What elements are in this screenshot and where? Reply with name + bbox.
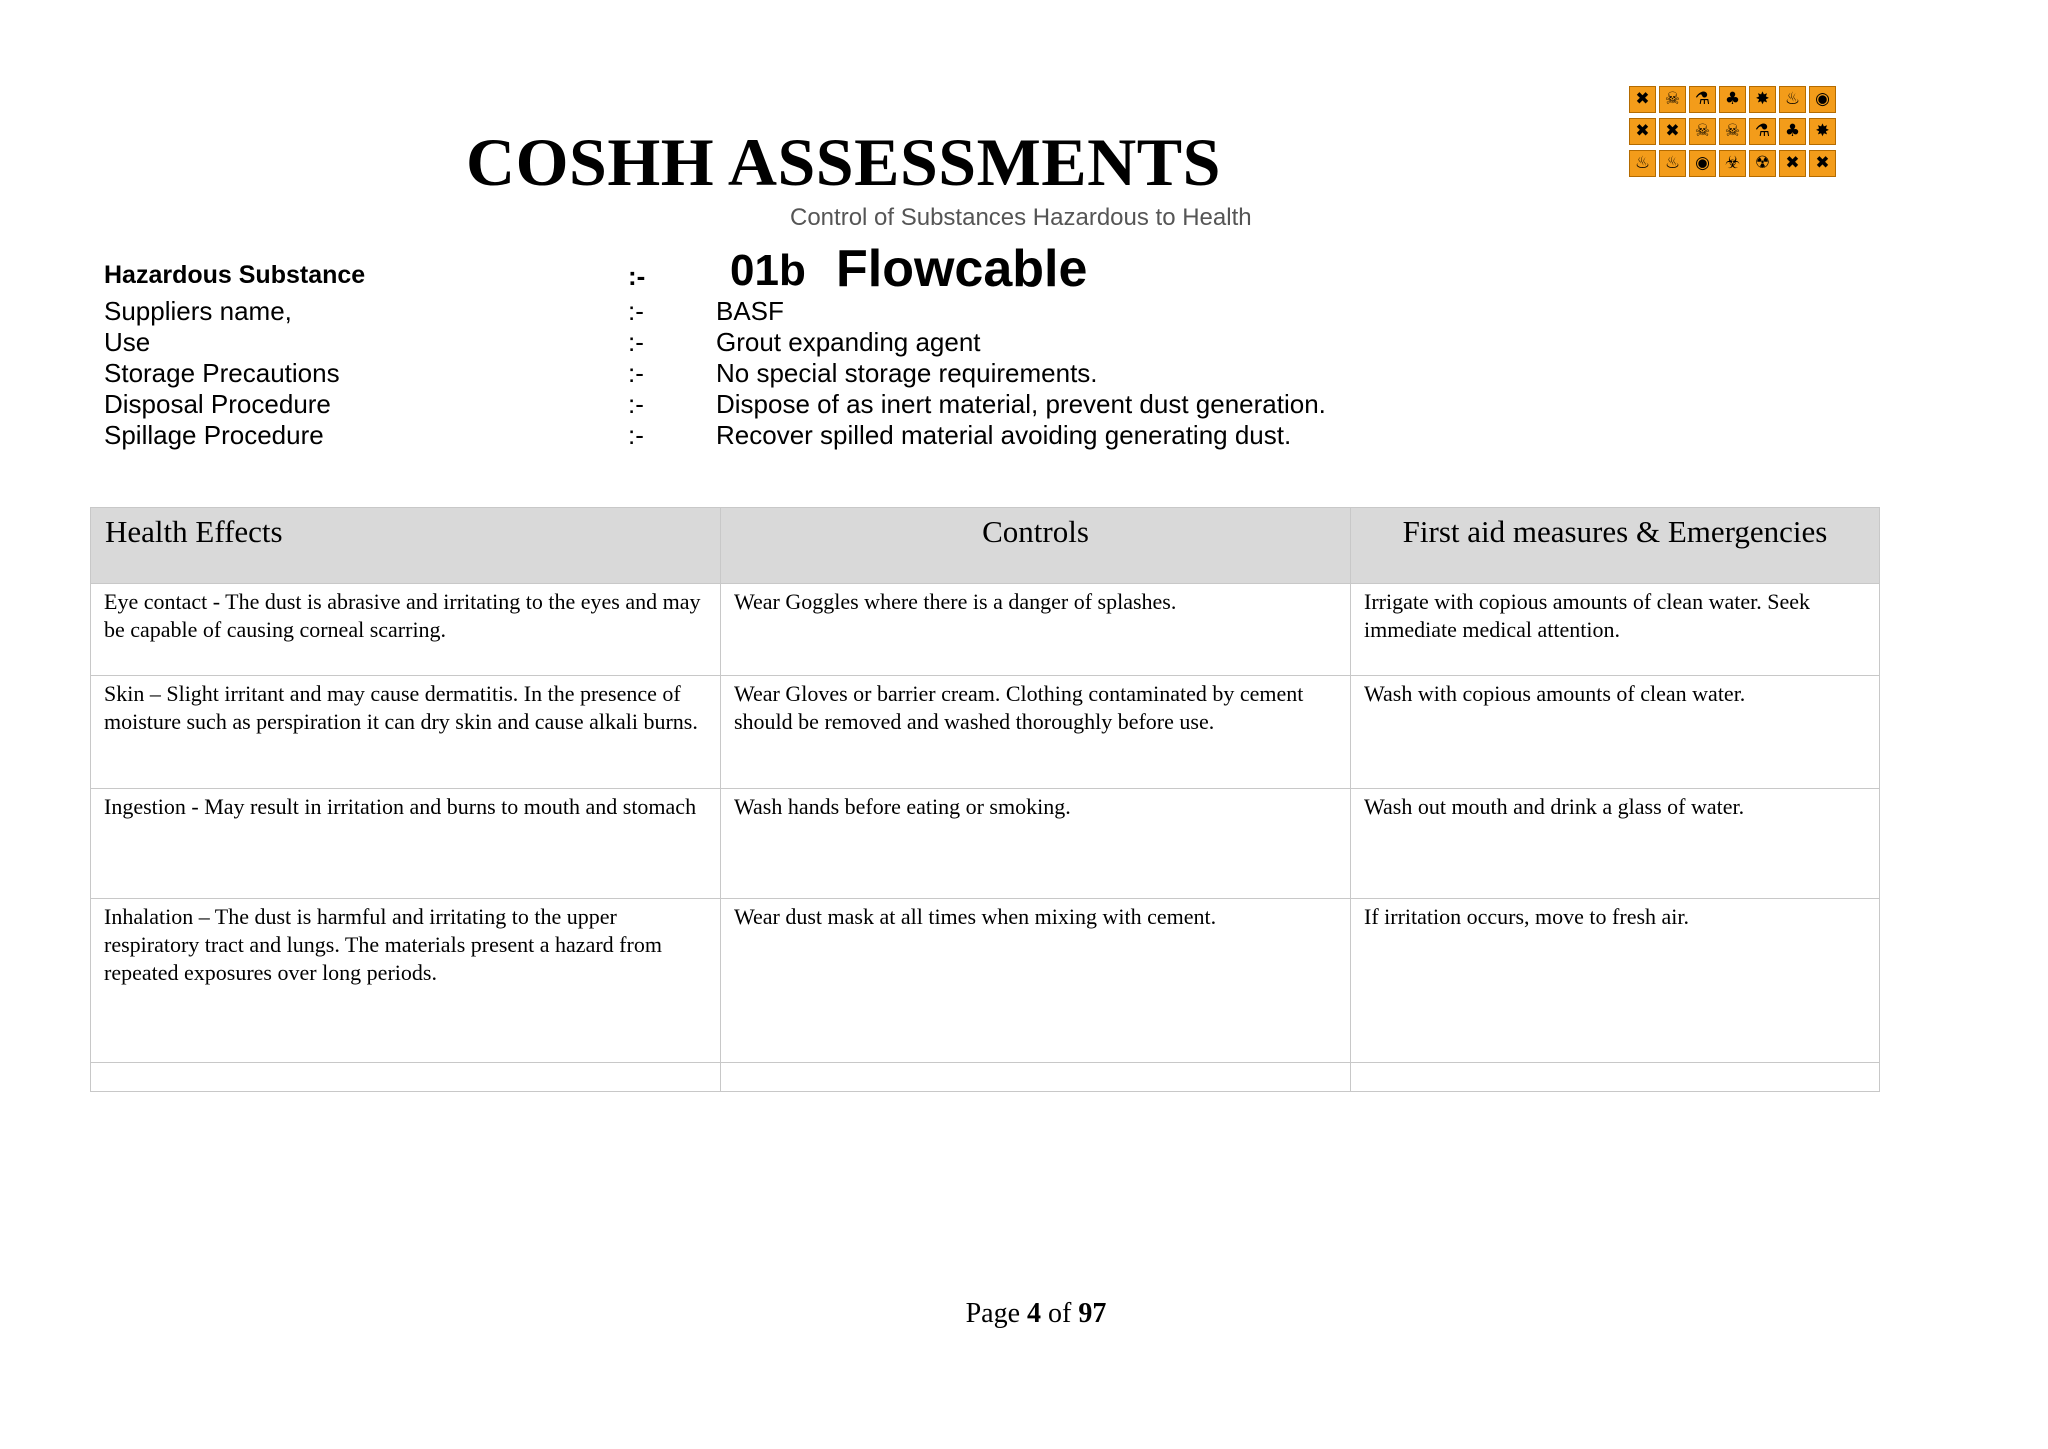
- health-effect-cell: Eye contact - The dust is abrasive and irritating to the eyes and may be capable of causing corneal scarring.: [91, 584, 721, 676]
- page-footer: [0, 1298, 2048, 1330]
- first-aid-cell: Wash with copious amounts of clean water.: [1351, 676, 1880, 789]
- first-aid-cell: Wash out mouth and drink a glass of water.: [1351, 789, 1880, 899]
- first-aid-cell: [1351, 1063, 1880, 1092]
- table-row: [91, 584, 1880, 676]
- flame-icon: ♨: [1779, 86, 1806, 113]
- info-value: Recover spilled material avoiding generating dust.: [716, 420, 1292, 450]
- info-value: BASF: [716, 296, 784, 326]
- control-cell: [721, 1063, 1351, 1092]
- health-effect-cell: Inhalation – The dust is harmful and irritating to the upper respiratory tract and lungs. The materials present a hazard from repeated exposures over long periods.: [91, 899, 721, 1063]
- document-subtitle: Control of Substances Hazardous to Health: [790, 204, 1252, 231]
- page-total: 97: [1078, 1298, 1107, 1329]
- explosive-icon: ✸: [1809, 118, 1836, 145]
- radioactive-icon: ☢: [1749, 150, 1776, 177]
- flame-icon: ♨: [1629, 150, 1656, 177]
- oxidising-icon: ◉: [1689, 150, 1716, 177]
- hazardous-substance-label: Hazardous Substance: [104, 261, 366, 289]
- substance-name: Flowcable: [836, 240, 1088, 298]
- info-value: Grout expanding agent: [716, 327, 981, 357]
- harmful-x-icon: ✖: [1629, 86, 1656, 113]
- control-cell: Wear Goggles where there is a danger of splashes.: [721, 584, 1351, 676]
- health-effect-cell: [91, 1063, 721, 1092]
- header-first-aid: First aid measures & Emergencies: [1351, 508, 1880, 584]
- page-number: 4: [1027, 1298, 1042, 1329]
- info-value: No special storage requirements.: [716, 358, 1098, 388]
- harmful-x-icon: ✖: [1809, 150, 1836, 177]
- page-label: Page: [965, 1298, 1021, 1329]
- flame-icon: ♨: [1659, 150, 1686, 177]
- table-row-empty: [91, 1063, 1880, 1092]
- table-row: [91, 789, 1880, 899]
- table-header-row: [91, 508, 1880, 584]
- first-aid-cell: Irrigate with copious amounts of clean water. Seek immediate medical attention.: [1351, 584, 1880, 676]
- oxidising-icon: ◉: [1809, 86, 1836, 113]
- biohazard-icon: ☣: [1719, 150, 1746, 177]
- harmful-x-icon: ✖: [1629, 118, 1656, 145]
- info-separator: :-: [628, 420, 644, 450]
- control-cell: Wear Gloves or barrier cream. Clothing contaminated by cement should be removed and washed thoroughly before use.: [721, 676, 1351, 789]
- of-label: of: [1048, 1298, 1072, 1329]
- corrosive-icon: ⚗: [1749, 118, 1776, 145]
- document-title: COSHH ASSESSMENTS: [466, 124, 1221, 200]
- info-separator: :-: [628, 327, 644, 357]
- info-label: Suppliers name,: [104, 296, 292, 326]
- skull-icon: ☠: [1719, 118, 1746, 145]
- info-separator: :-: [628, 296, 644, 326]
- info-label: Disposal Procedure: [104, 389, 331, 419]
- table-row: [91, 899, 1880, 1063]
- explosive-icon: ✸: [1749, 86, 1776, 113]
- environment-icon: ♣: [1779, 118, 1806, 145]
- info-value: Dispose of as inert material, prevent dust generation.: [716, 389, 1326, 419]
- health-effect-cell: Ingestion - May result in irritation and burns to mouth and stomach: [91, 789, 721, 899]
- info-label: Storage Precautions: [104, 358, 340, 388]
- info-label: Use: [104, 327, 151, 357]
- info-separator: :-: [628, 389, 644, 419]
- skull-icon: ☠: [1689, 118, 1716, 145]
- substance-code: 01b: [730, 246, 806, 295]
- info-label: Spillage Procedure: [104, 420, 324, 450]
- environment-icon: ♣: [1719, 86, 1746, 113]
- harmful-x-icon: ✖: [1659, 118, 1686, 145]
- table-row: [91, 676, 1880, 789]
- hazardous-substance-separator: :-: [628, 261, 646, 291]
- header-controls: Controls: [721, 508, 1351, 584]
- hazard-symbols-grid: [1629, 86, 1836, 177]
- corrosive-icon: ⚗: [1689, 86, 1716, 113]
- first-aid-cell: If irritation occurs, move to fresh air.: [1351, 899, 1880, 1063]
- header-health-effects: Health Effects: [91, 508, 721, 584]
- health-effect-cell: Skin – Slight irritant and may cause dermatitis. In the presence of moisture such as perspiration it can dry skin and cause alkali burns.: [91, 676, 721, 789]
- control-cell: Wash hands before eating or smoking.: [721, 789, 1351, 899]
- skull-icon: ☠: [1659, 86, 1686, 113]
- health-effects-table: [90, 507, 1880, 1092]
- info-separator: :-: [628, 358, 644, 388]
- control-cell: Wear dust mask at all times when mixing with cement.: [721, 899, 1351, 1063]
- harmful-x-icon: ✖: [1779, 150, 1806, 177]
